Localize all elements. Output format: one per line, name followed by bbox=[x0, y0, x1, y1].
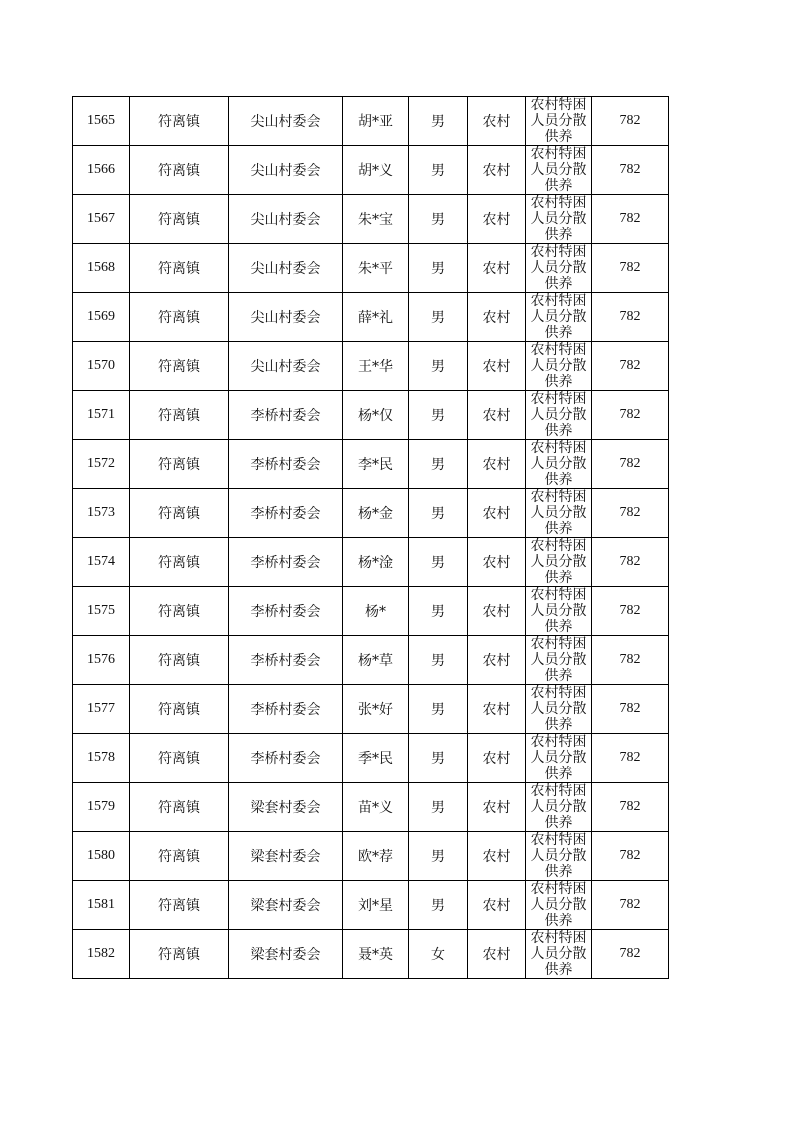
cell-village: 梁套村委会 bbox=[229, 881, 343, 930]
cell-type bbox=[526, 783, 592, 832]
cell-type-text: 农村特困人员分散供养 bbox=[530, 97, 587, 145]
cell-town: 符离镇 bbox=[130, 293, 229, 342]
cell-area: 农村 bbox=[468, 930, 526, 979]
cell-amount: 782 bbox=[592, 538, 669, 587]
cell-name: 杨*仅 bbox=[343, 391, 409, 440]
cell-town: 符离镇 bbox=[130, 783, 229, 832]
cell-town: 符离镇 bbox=[130, 244, 229, 293]
cell-name: 苗*义 bbox=[343, 783, 409, 832]
cell-type bbox=[526, 244, 592, 293]
cell-gender: 男 bbox=[409, 391, 468, 440]
cell-gender: 男 bbox=[409, 97, 468, 146]
cell-type-text: 农村特困人员分散供养 bbox=[530, 587, 587, 635]
cell-amount: 782 bbox=[592, 783, 669, 832]
cell-type-text: 农村特困人员分散供养 bbox=[530, 195, 587, 243]
cell-town: 符离镇 bbox=[130, 440, 229, 489]
table-row bbox=[73, 636, 669, 685]
cell-village: 梁套村委会 bbox=[229, 832, 343, 881]
cell-village: 李桥村委会 bbox=[229, 440, 343, 489]
cell-gender: 男 bbox=[409, 783, 468, 832]
cell-name: 朱*平 bbox=[343, 244, 409, 293]
cell-type-text: 农村特困人员分散供养 bbox=[530, 489, 587, 537]
cell-area: 农村 bbox=[468, 587, 526, 636]
cell-name: 聂*英 bbox=[343, 930, 409, 979]
cell-type bbox=[526, 930, 592, 979]
cell-type-text: 农村特困人员分散供养 bbox=[530, 293, 587, 341]
cell-id: 1581 bbox=[73, 881, 130, 930]
cell-type-text: 农村特困人员分散供养 bbox=[530, 636, 587, 684]
cell-type bbox=[526, 538, 592, 587]
table-row bbox=[73, 97, 669, 146]
cell-gender: 男 bbox=[409, 195, 468, 244]
cell-name: 朱*宝 bbox=[343, 195, 409, 244]
cell-amount: 782 bbox=[592, 391, 669, 440]
cell-amount: 782 bbox=[592, 832, 669, 881]
cell-village: 李桥村委会 bbox=[229, 489, 343, 538]
cell-village: 梁套村委会 bbox=[229, 783, 343, 832]
cell-amount: 782 bbox=[592, 881, 669, 930]
cell-name: 杨*淦 bbox=[343, 538, 409, 587]
cell-gender: 男 bbox=[409, 587, 468, 636]
cell-amount: 782 bbox=[592, 685, 669, 734]
cell-village: 梁套村委会 bbox=[229, 930, 343, 979]
cell-amount: 782 bbox=[592, 734, 669, 783]
cell-name: 张*好 bbox=[343, 685, 409, 734]
cell-area: 农村 bbox=[468, 391, 526, 440]
cell-gender: 男 bbox=[409, 244, 468, 293]
cell-type-text: 农村特困人员分散供养 bbox=[530, 832, 587, 880]
cell-id: 1575 bbox=[73, 587, 130, 636]
table-row bbox=[73, 293, 669, 342]
cell-type bbox=[526, 146, 592, 195]
cell-town: 符离镇 bbox=[130, 636, 229, 685]
cell-town: 符离镇 bbox=[130, 97, 229, 146]
cell-town: 符离镇 bbox=[130, 734, 229, 783]
cell-type-text: 农村特困人员分散供养 bbox=[530, 538, 587, 586]
cell-town: 符离镇 bbox=[130, 195, 229, 244]
cell-name: 季*民 bbox=[343, 734, 409, 783]
table-row bbox=[73, 342, 669, 391]
cell-amount: 782 bbox=[592, 930, 669, 979]
cell-amount: 782 bbox=[592, 587, 669, 636]
cell-gender: 男 bbox=[409, 293, 468, 342]
cell-gender: 男 bbox=[409, 342, 468, 391]
cell-area: 农村 bbox=[468, 783, 526, 832]
cell-id: 1582 bbox=[73, 930, 130, 979]
cell-gender: 男 bbox=[409, 146, 468, 195]
cell-town: 符离镇 bbox=[130, 832, 229, 881]
cell-amount: 782 bbox=[592, 146, 669, 195]
cell-village: 李桥村委会 bbox=[229, 391, 343, 440]
cell-village: 尖山村委会 bbox=[229, 97, 343, 146]
cell-type bbox=[526, 391, 592, 440]
cell-gender: 男 bbox=[409, 832, 468, 881]
cell-name: 李*民 bbox=[343, 440, 409, 489]
cell-amount: 782 bbox=[592, 342, 669, 391]
cell-type-text: 农村特困人员分散供养 bbox=[530, 930, 587, 978]
cell-gender: 男 bbox=[409, 881, 468, 930]
cell-area: 农村 bbox=[468, 734, 526, 783]
cell-type bbox=[526, 489, 592, 538]
cell-name: 胡*义 bbox=[343, 146, 409, 195]
cell-amount: 782 bbox=[592, 244, 669, 293]
cell-area: 农村 bbox=[468, 440, 526, 489]
cell-village: 李桥村委会 bbox=[229, 685, 343, 734]
cell-amount: 782 bbox=[592, 489, 669, 538]
cell-village: 尖山村委会 bbox=[229, 195, 343, 244]
cell-type-text: 农村特困人员分散供养 bbox=[530, 685, 587, 733]
table-row bbox=[73, 587, 669, 636]
table-row bbox=[73, 881, 669, 930]
cell-type bbox=[526, 342, 592, 391]
table-row bbox=[73, 685, 669, 734]
table-row bbox=[73, 489, 669, 538]
cell-id: 1576 bbox=[73, 636, 130, 685]
cell-id: 1579 bbox=[73, 783, 130, 832]
cell-village: 尖山村委会 bbox=[229, 293, 343, 342]
cell-village: 尖山村委会 bbox=[229, 146, 343, 195]
cell-id: 1565 bbox=[73, 97, 130, 146]
cell-id: 1568 bbox=[73, 244, 130, 293]
cell-type bbox=[526, 97, 592, 146]
cell-area: 农村 bbox=[468, 881, 526, 930]
table-row bbox=[73, 783, 669, 832]
cell-id: 1572 bbox=[73, 440, 130, 489]
cell-type-text: 农村特困人员分散供养 bbox=[530, 440, 587, 488]
cell-area: 农村 bbox=[468, 195, 526, 244]
table-row bbox=[73, 832, 669, 881]
cell-name: 薛*礼 bbox=[343, 293, 409, 342]
cell-area: 农村 bbox=[468, 146, 526, 195]
cell-town: 符离镇 bbox=[130, 538, 229, 587]
cell-town: 符离镇 bbox=[130, 881, 229, 930]
cell-name: 刘*星 bbox=[343, 881, 409, 930]
cell-type-text: 农村特困人员分散供养 bbox=[530, 146, 587, 194]
table-row bbox=[73, 146, 669, 195]
table-row bbox=[73, 195, 669, 244]
cell-village: 李桥村委会 bbox=[229, 587, 343, 636]
cell-name: 杨* bbox=[343, 587, 409, 636]
cell-area: 农村 bbox=[468, 293, 526, 342]
cell-town: 符离镇 bbox=[130, 342, 229, 391]
table-body bbox=[73, 97, 669, 979]
cell-type-text: 农村特困人员分散供养 bbox=[530, 734, 587, 782]
table-row bbox=[73, 930, 669, 979]
cell-area: 农村 bbox=[468, 538, 526, 587]
cell-id: 1571 bbox=[73, 391, 130, 440]
cell-name: 杨*草 bbox=[343, 636, 409, 685]
cell-village: 李桥村委会 bbox=[229, 538, 343, 587]
cell-type bbox=[526, 440, 592, 489]
cell-amount: 782 bbox=[592, 636, 669, 685]
table-row bbox=[73, 391, 669, 440]
cell-village: 李桥村委会 bbox=[229, 734, 343, 783]
table-row bbox=[73, 244, 669, 293]
table-row bbox=[73, 734, 669, 783]
cell-area: 农村 bbox=[468, 342, 526, 391]
cell-town: 符离镇 bbox=[130, 587, 229, 636]
cell-type-text: 农村特困人员分散供养 bbox=[530, 342, 587, 390]
cell-amount: 782 bbox=[592, 97, 669, 146]
cell-town: 符离镇 bbox=[130, 930, 229, 979]
cell-gender: 女 bbox=[409, 930, 468, 979]
cell-id: 1566 bbox=[73, 146, 130, 195]
cell-area: 农村 bbox=[468, 685, 526, 734]
cell-type bbox=[526, 734, 592, 783]
data-table bbox=[72, 96, 669, 979]
cell-id: 1574 bbox=[73, 538, 130, 587]
cell-gender: 男 bbox=[409, 489, 468, 538]
cell-area: 农村 bbox=[468, 97, 526, 146]
cell-name: 胡*亚 bbox=[343, 97, 409, 146]
cell-id: 1573 bbox=[73, 489, 130, 538]
cell-area: 农村 bbox=[468, 489, 526, 538]
cell-gender: 男 bbox=[409, 685, 468, 734]
cell-name: 王*华 bbox=[343, 342, 409, 391]
cell-type bbox=[526, 832, 592, 881]
cell-id: 1577 bbox=[73, 685, 130, 734]
cell-area: 农村 bbox=[468, 244, 526, 293]
cell-id: 1580 bbox=[73, 832, 130, 881]
table-row bbox=[73, 440, 669, 489]
cell-id: 1570 bbox=[73, 342, 130, 391]
cell-type-text: 农村特困人员分散供养 bbox=[530, 244, 587, 292]
cell-town: 符离镇 bbox=[130, 146, 229, 195]
cell-village: 李桥村委会 bbox=[229, 636, 343, 685]
cell-gender: 男 bbox=[409, 538, 468, 587]
cell-gender: 男 bbox=[409, 734, 468, 783]
cell-type-text: 农村特困人员分散供养 bbox=[530, 783, 587, 831]
cell-town: 符离镇 bbox=[130, 489, 229, 538]
cell-gender: 男 bbox=[409, 440, 468, 489]
cell-id: 1578 bbox=[73, 734, 130, 783]
cell-type bbox=[526, 636, 592, 685]
cell-type bbox=[526, 195, 592, 244]
cell-id: 1569 bbox=[73, 293, 130, 342]
cell-name: 欧*荐 bbox=[343, 832, 409, 881]
cell-amount: 782 bbox=[592, 440, 669, 489]
cell-type-text: 农村特困人员分散供养 bbox=[530, 391, 587, 439]
cell-village: 尖山村委会 bbox=[229, 342, 343, 391]
cell-id: 1567 bbox=[73, 195, 130, 244]
cell-village: 尖山村委会 bbox=[229, 244, 343, 293]
table-row bbox=[73, 538, 669, 587]
cell-area: 农村 bbox=[468, 636, 526, 685]
cell-town: 符离镇 bbox=[130, 685, 229, 734]
cell-type bbox=[526, 293, 592, 342]
cell-type-text: 农村特困人员分散供养 bbox=[530, 881, 587, 929]
cell-area: 农村 bbox=[468, 832, 526, 881]
cell-amount: 782 bbox=[592, 293, 669, 342]
cell-town: 符离镇 bbox=[130, 391, 229, 440]
cell-gender: 男 bbox=[409, 636, 468, 685]
cell-type bbox=[526, 881, 592, 930]
cell-amount: 782 bbox=[592, 195, 669, 244]
cell-type bbox=[526, 587, 592, 636]
cell-type bbox=[526, 685, 592, 734]
cell-name: 杨*金 bbox=[343, 489, 409, 538]
